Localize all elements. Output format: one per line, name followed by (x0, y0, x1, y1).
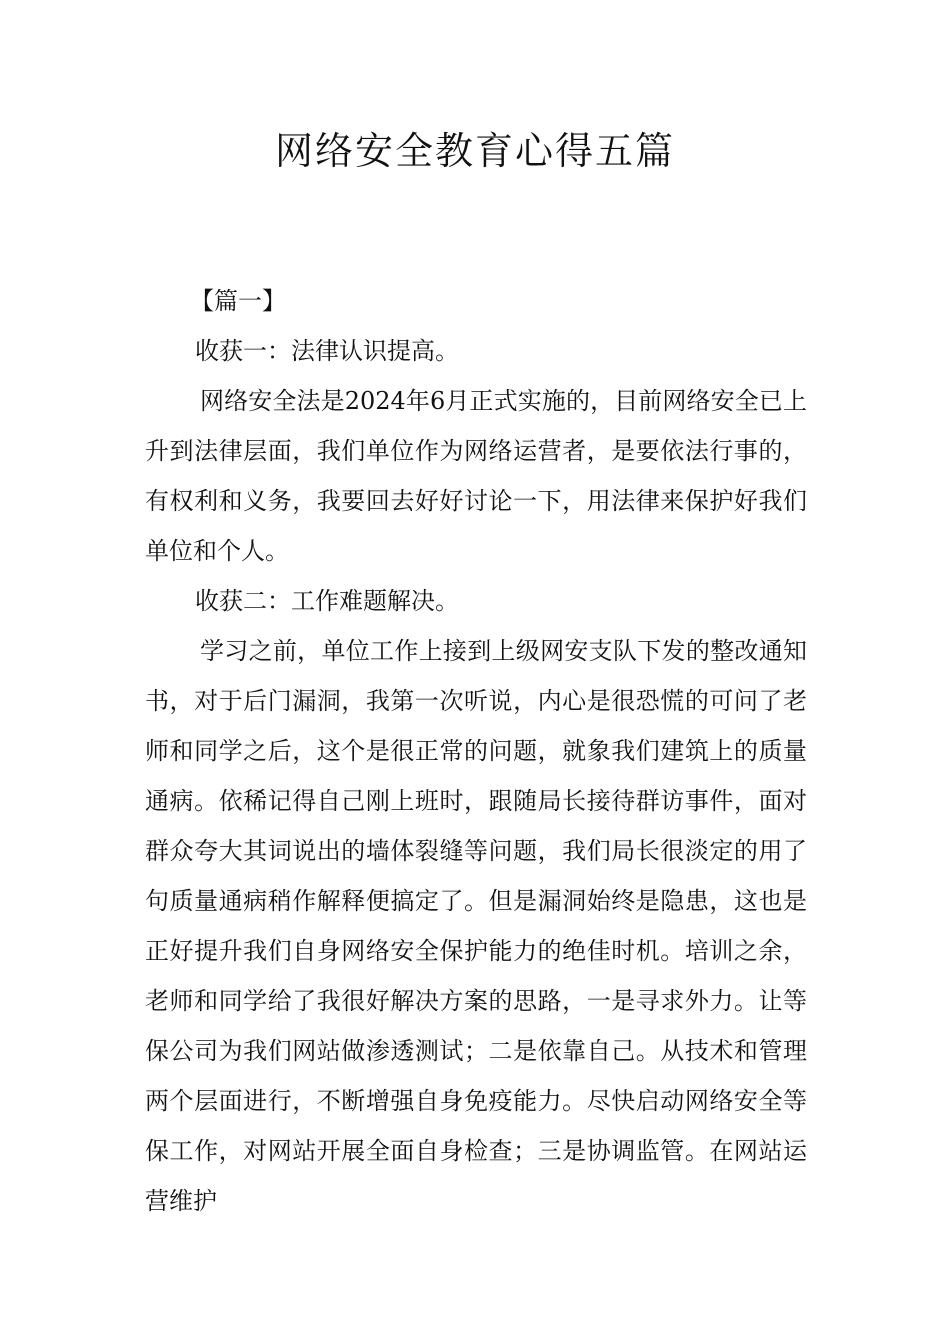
section-label: 【篇一】 (190, 287, 286, 315)
paragraph-legal-awareness: 网络安全法是2024年6月正式实施的，目前网络安全已上升到法律层面，我们单位作为网络运营者，是要依法行事的，有权利和义务，我要回去好好讨论一下，用法律来保护好我们单位和个人。 (145, 387, 807, 565)
paragraph-work-problem: 学习之前，单位工作上接到上级网安支队下发的整改通知书，对于后门漏洞，我第一次听说，内心是很恐慌的可问了老师和同学之后，这个是很正常的问题，就象我们建筑上的质量通病。依稀记得自己刚上班时，跟随局长接待群访事件，面对群众夸大其词说出的墙体裂缝等问题，我们局长很淡定的用了句质量通病稍作解释便搞定了。但是漏洞始终是隐患，这也是正好提升我们自身网络安全保护能力的绝佳时机。培训之余，老师和同学给了我很好解决方案的思路，一是寻求外力。让等保公司为我们网站做渗透测试；二是依靠自己。从技术和管理两个层面进行，不断增强自身免疫能力。尽快启动网络安全等保工作，对网站开展全面自身检查；三是协调监管。在网站运营维护 (145, 637, 807, 1215)
heading-gain-two: 收获二：工作难题解决。 (195, 587, 459, 615)
document-title: 网络安全教育心得五篇 (274, 129, 675, 173)
document-body (145, 276, 807, 1226)
heading-gain-one: 收获一：法律认识提高。 (195, 337, 459, 365)
